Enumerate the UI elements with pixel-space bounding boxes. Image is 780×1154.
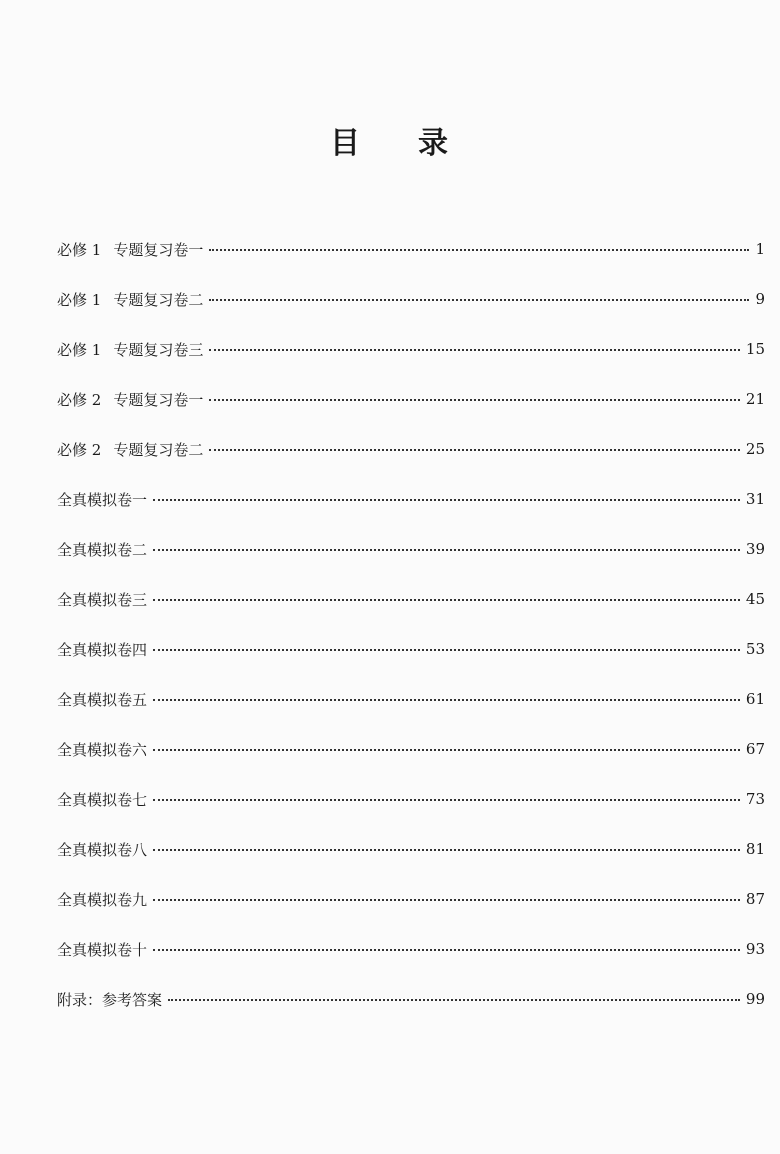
toc-entry[interactable] — [57, 674, 765, 724]
dot-leader — [209, 449, 740, 451]
entry-subtitle: 专题复习卷一 — [113, 390, 204, 409]
toc-entry[interactable] — [57, 824, 765, 874]
page-number: 15 — [745, 340, 765, 358]
toc-entry[interactable] — [57, 924, 765, 974]
toc-entry[interactable] — [57, 774, 765, 824]
entry-label: 附录：参考答案 — [57, 990, 163, 1009]
dot-leader — [153, 649, 740, 651]
toc-entry[interactable] — [57, 724, 765, 774]
entry-label: 必修 1 — [57, 290, 102, 309]
toc-entry[interactable] — [57, 324, 765, 374]
toc-entry[interactable] — [57, 974, 765, 1024]
entry-label: 全真模拟卷三 — [57, 590, 148, 609]
dot-leader — [209, 299, 749, 301]
entry-subtitle: 专题复习卷二 — [113, 440, 204, 459]
page-number: 81 — [745, 840, 765, 858]
page-number: 73 — [745, 790, 765, 808]
dot-leader — [153, 549, 740, 551]
entry-subtitle: 专题复习卷三 — [113, 340, 204, 359]
entry-label: 全真模拟卷二 — [57, 540, 148, 559]
entry-label: 必修 1 — [57, 340, 102, 359]
entry-label: 全真模拟卷九 — [57, 890, 148, 909]
toc-entry[interactable] — [57, 474, 765, 524]
page-number: 31 — [745, 490, 765, 508]
page-number: 45 — [745, 590, 765, 608]
toc-entry[interactable] — [57, 524, 765, 574]
toc-entry[interactable] — [57, 424, 765, 474]
dot-leader — [153, 849, 740, 851]
entry-label: 必修 1 — [57, 240, 102, 259]
toc-entry[interactable] — [57, 274, 765, 324]
toc-entry[interactable] — [57, 224, 765, 274]
dot-leader — [153, 899, 740, 901]
entry-label: 必修 2 — [57, 390, 102, 409]
entry-label: 全真模拟卷六 — [57, 740, 148, 759]
page-number: 1 — [755, 240, 765, 258]
dot-leader — [168, 999, 740, 1001]
page-number: 21 — [745, 390, 765, 408]
entry-label: 全真模拟卷四 — [57, 640, 148, 659]
dot-leader — [153, 799, 740, 801]
title-char-2: 录 — [418, 126, 450, 161]
page-number: 87 — [745, 890, 765, 908]
entry-subtitle: 专题复习卷二 — [113, 290, 204, 309]
page-title — [0, 118, 780, 162]
dot-leader — [209, 349, 740, 351]
page-number: 67 — [745, 740, 765, 758]
entry-label: 全真模拟卷五 — [57, 690, 148, 709]
dot-leader — [153, 949, 740, 951]
dot-leader — [153, 699, 740, 701]
toc-entry[interactable] — [57, 374, 765, 424]
page-number: 99 — [745, 990, 765, 1008]
toc-entry[interactable] — [57, 624, 765, 674]
page-number: 9 — [755, 290, 765, 308]
dot-leader — [153, 499, 740, 501]
dot-leader — [153, 749, 740, 751]
page-number: 53 — [745, 640, 765, 658]
entry-label: 全真模拟卷十 — [57, 940, 148, 959]
toc-entry[interactable] — [57, 574, 765, 624]
page-number: 25 — [745, 440, 765, 458]
entry-subtitle: 专题复习卷一 — [113, 240, 204, 259]
table-of-contents — [57, 224, 765, 1024]
entry-label: 全真模拟卷八 — [57, 840, 148, 859]
dot-leader — [209, 249, 749, 251]
entry-label: 必修 2 — [57, 440, 102, 459]
entry-label: 全真模拟卷七 — [57, 790, 148, 809]
dot-leader — [209, 399, 740, 401]
page-number: 61 — [745, 690, 765, 708]
page-number: 39 — [745, 540, 765, 558]
dot-leader — [153, 599, 740, 601]
toc-entry[interactable] — [57, 874, 765, 924]
entry-label: 全真模拟卷一 — [57, 490, 148, 509]
title-char-1: 目 — [330, 126, 362, 161]
page-number: 93 — [745, 940, 765, 958]
